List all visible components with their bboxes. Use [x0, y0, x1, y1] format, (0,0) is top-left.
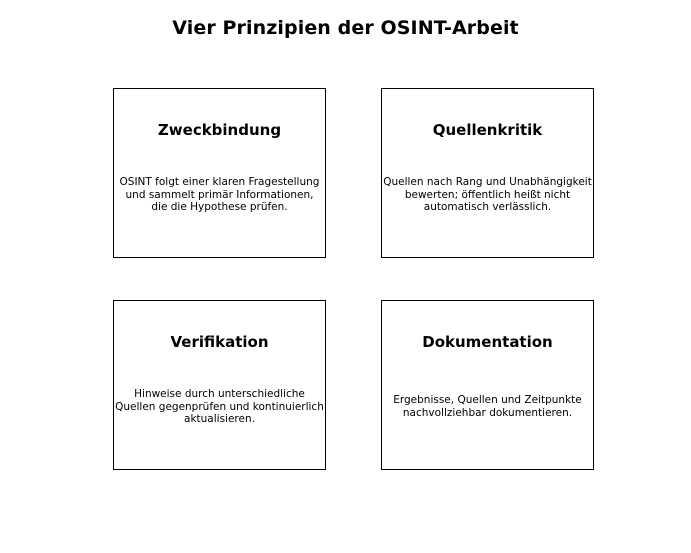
card-description: Quellen nach Rang und Unabhängigkeit bewerten; öffentlich heißt nicht automatisch verlässlich. [383, 176, 592, 213]
card-heading: Dokumentation [422, 333, 553, 351]
card-description: Hinweise durch unterschiedliche Quellen gegenprüfen und kontinuierlich aktualisieren. [115, 388, 324, 425]
card-heading: Verifikation [170, 333, 269, 351]
card-heading: Zweckbindung [157, 121, 282, 139]
diagram-title: Vier Prinzipien der OSINT-Arbeit [172, 17, 519, 39]
principle-card-dokumentation [381, 300, 594, 470]
principle-card-zweckbindung [113, 88, 326, 258]
card-description: Ergebnisse, Quellen und Zeitpunkte nachvollziehbar dokumentieren. [393, 394, 582, 419]
principle-card-quellenkritik [381, 88, 594, 258]
card-heading: Quellenkritik [432, 121, 543, 139]
card-description: OSINT folgt einer klaren Fragestellung und sammelt primär Informationen, die die Hypothese prüfen. [119, 176, 320, 213]
principle-card-verifikation [113, 300, 326, 470]
